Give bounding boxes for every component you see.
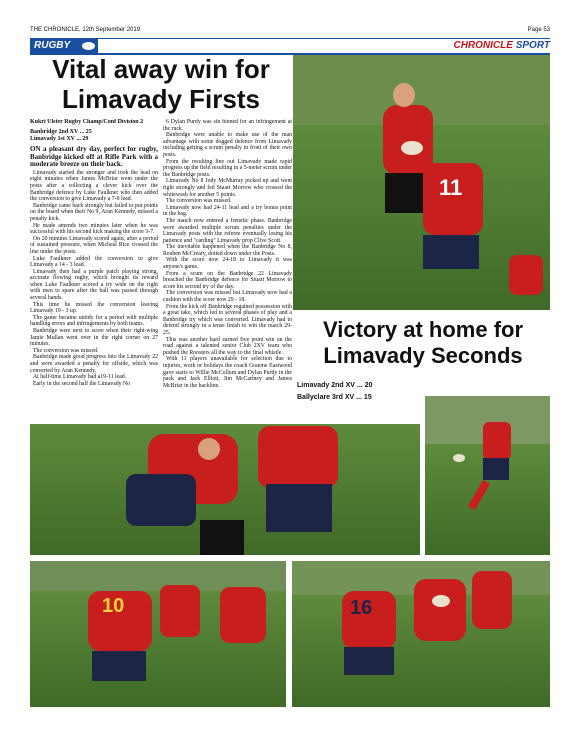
paragraph: This time he missed the conversion leaving Limavady 19 - 3 up. — [30, 301, 158, 315]
article1-column2-body — [163, 119, 292, 389]
article2-headline: Victory at home for Limavady Seconds — [322, 317, 524, 368]
rugby-ball-icon — [82, 42, 95, 50]
paragraph: Luke Faulkner added the conversion to give Limavady a 14 - 3 lead. — [30, 255, 158, 269]
masthead-date: THE CHRONICLE, 12th September 2019 — [30, 27, 141, 33]
article1-column1-body — [30, 170, 158, 388]
paragraph: With the score now 24-18 to Limavady it was anyone's game. — [163, 257, 292, 271]
jersey-number: 16 — [350, 597, 373, 619]
score-line: Limavady 2nd XV ... 20 — [297, 382, 373, 389]
section-tab-label: RUGBY — [34, 40, 71, 51]
article1-column1 — [30, 119, 158, 419]
paragraph: At half-time Limavady had a19-11 lead. — [33, 374, 127, 381]
score-line: Banbridge 2nd XV ... 25 — [30, 129, 92, 135]
paragraph: The game became untidy for a period with multiple handling errors and infringements by both teams. — [30, 314, 158, 328]
paragraph: From the resulting line out Limavady made rapid progress up the field resulting in a 5-meter scrum under the Banbridge posts. — [163, 158, 292, 178]
paragraph: From a scum on the Banbridge 22 Limavady breached the Banbridge defence for Stuart Morrow to score his second try of the day. — [163, 270, 292, 290]
paragraph: On 20 minutes Limavady scored again, after a period of sustained pressure, when Micheal Rice crossed the line under the posts. — [30, 235, 158, 255]
photo-carry — [292, 561, 550, 707]
paragraph: 6 Dylan Purdy was sin binned for an infringement at the ruck. — [163, 119, 292, 132]
paragraph: He made amends two minutes later when he was successful with his second kick making the score 3-7. — [30, 222, 158, 236]
score-line: Ballyclare 3rd XV ... 15 — [297, 394, 372, 401]
paragraph: The inevitable happened when the Banbridge No 8, Reuben McCreary, dotted down under the Posts. — [163, 244, 292, 257]
score-line: Limavady 1st XV ... 29 — [30, 136, 89, 142]
paragraph: The conversion was missed but Limavady now had a cushion with the score now 29 - 18. — [163, 290, 292, 304]
article1-lead: ON a pleasant dry day, perfect for rugby, Banbridge kicked off at Rifle Park with a moderate breeze on their back. — [30, 145, 158, 169]
paragraph: Limavady then had a purple patch playing strong, accurate flowing rugby, which brought its reward when Luke Faulkner scored a try wide on the right with men to spare after the ball was passed through several hands. — [30, 268, 158, 302]
paragraph: Banbridge came back strongly but failed to put points on the board when their No 9, Aran Kennedy, missed a penalty kick. — [30, 202, 158, 222]
jersey-number: 10 — [102, 595, 125, 617]
paragraph: With 11 players unavailable for selection due to injuries, work or holidays the coach Graeme Eastwood gave starts to Willie McCollum and Dylan Purdy in the pack and Jack Elliott, Jim McCartney and James McBriar in the backline. — [163, 356, 292, 389]
section-tab — [30, 39, 98, 53]
brand-logo-part2: SPORT — [515, 40, 550, 51]
paragraph: Early in the second half the Limavady No — [33, 380, 131, 387]
paragraph: Limavady started the stronger and took the lead on eight minutes when James McBriar went under the posts after a collecting a clever kick over the Banbridge defence by Luke Faulkner who then added the conversion to give Limavady a 7-0 lead. — [30, 169, 158, 203]
paragraph: This was another hard earned five point win on the road against a talented senior Club 2XV team who pushed the Roosters all the way to the final whistle. — [163, 336, 292, 356]
paragraph: Banbridge made good progress into the Limavady 22 and were awarded a penalty for offside, which was converted by Aran Kennedy. — [30, 354, 158, 374]
article1-kicker: Kukri Ulster Rugby Champ/Conf Division 2 — [30, 119, 144, 125]
photo-ruck — [30, 561, 286, 707]
brand-logo-part1: CHRONICLE — [453, 40, 513, 51]
article2-scores — [297, 380, 427, 404]
paragraph: The conversion was missed. — [166, 198, 232, 205]
jersey-number: 11 — [439, 175, 463, 200]
article1-headline: Vital away win for Limavady Firsts — [52, 54, 270, 114]
paragraph: The match now entered a frenetic phase. Banbridge were awarded multiple scrum penalties under the Limavady posts with the referee eventually losing his patience and "carding" Limavady prop Clive Scott. — [163, 217, 292, 244]
page-number: Page 53 — [527, 27, 550, 33]
photo-tackle-main — [293, 55, 550, 310]
paragraph: Limavady now had 24-11 lead and a try bonus point in the bag. — [163, 204, 292, 218]
photo-kicker — [425, 396, 550, 555]
paragraph: Banbridge were next to score when their right-wing Jamie Mullan went over in the right corner on 27 minutes. — [30, 328, 158, 348]
section-bar — [30, 38, 550, 55]
paragraph: Banbridge were unable to make use of the man advantage with some dogged defence from Limavady including getting a scrum penalty in front of their own posts. — [163, 132, 292, 158]
photo-maul — [30, 424, 420, 555]
paragraph: The conversion was missed. — [33, 347, 99, 354]
brand-logo — [453, 39, 550, 53]
paragraph: Limavady No 8 Jody McMurray picked up and went right strongly and fed Stuart Morrow who crossed the whitewash for another 5 points. — [163, 178, 292, 198]
article1-column2 — [163, 119, 292, 419]
masthead — [30, 27, 550, 35]
paragraph: From the kick off Banbridge regained possession with a great take, which led to several phases of play and a Banbridge try which was converted. Limavady had to defend strongly in a tense finish to win the match 29-25. — [163, 303, 292, 336]
